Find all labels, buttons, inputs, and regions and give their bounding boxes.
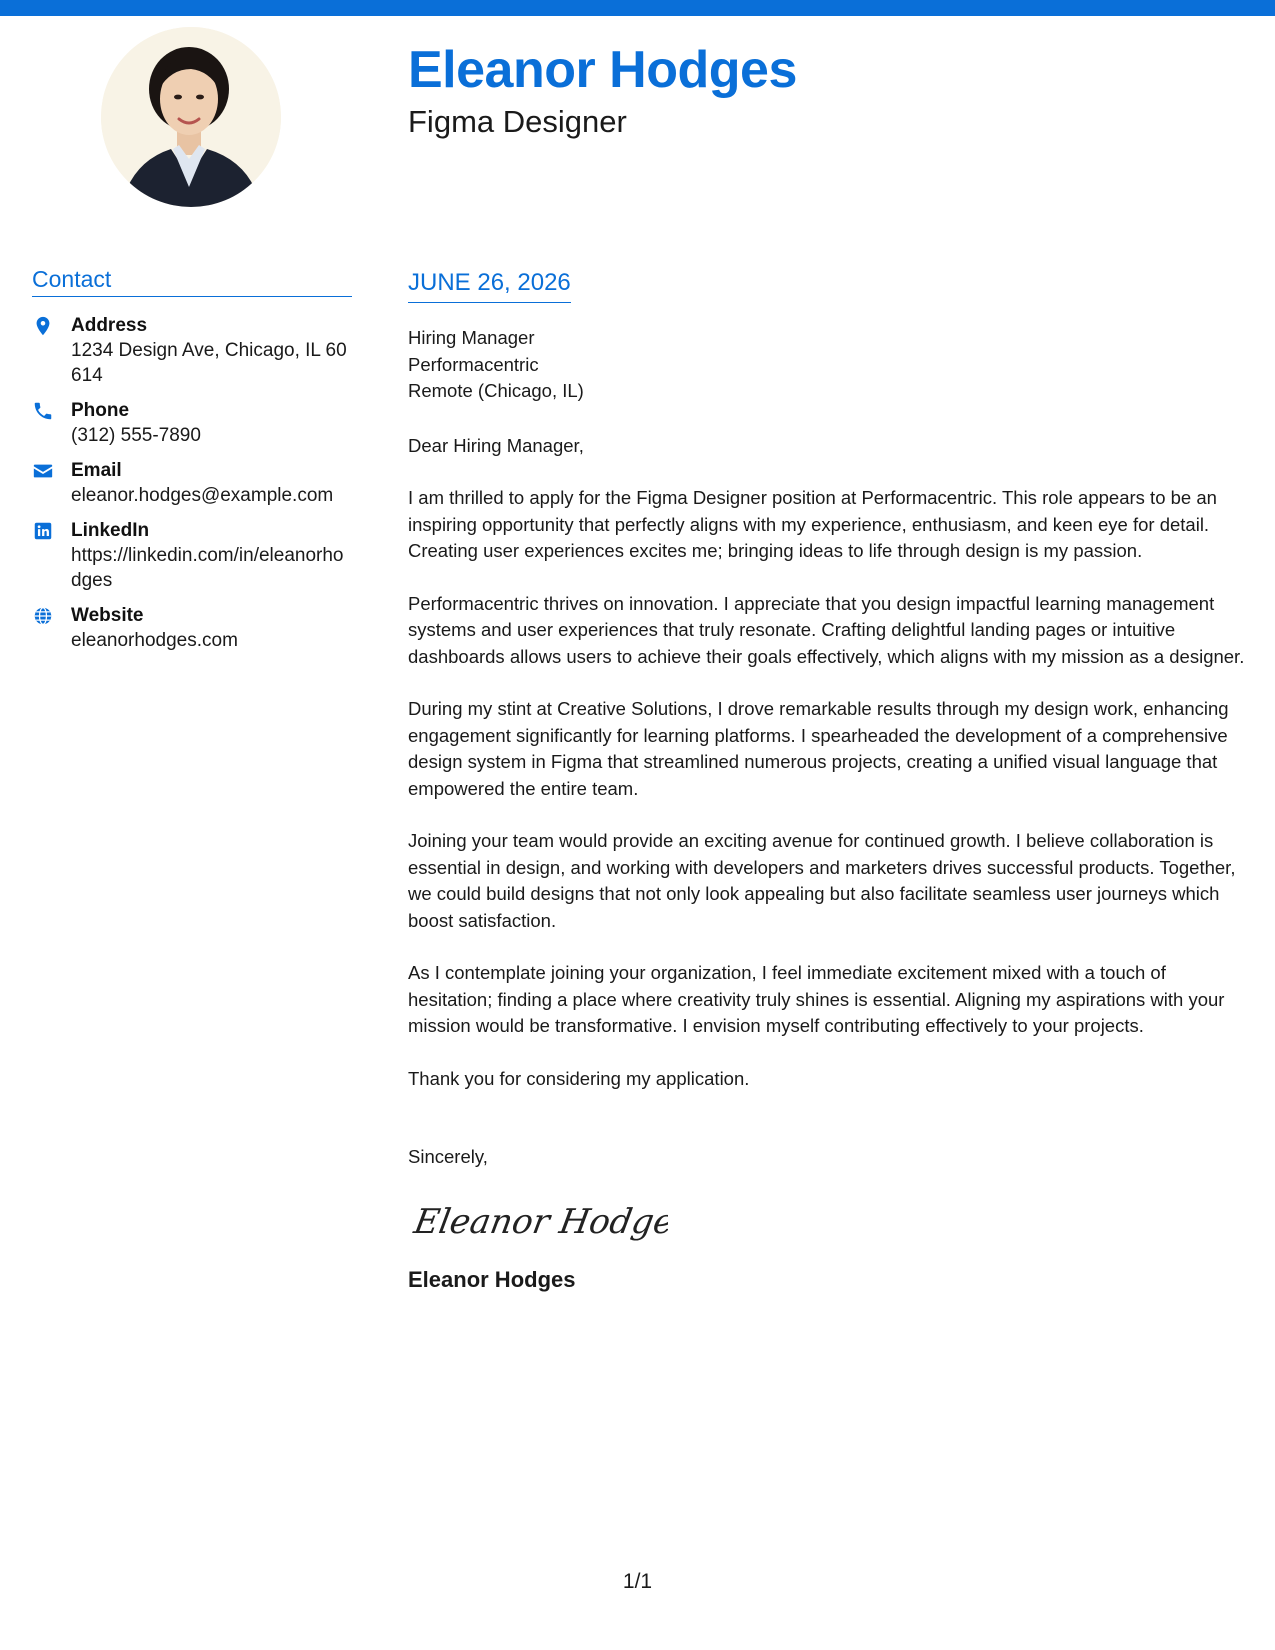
signer-name: Eleanor Hodges xyxy=(408,1266,576,1292)
top-accent-bar xyxy=(0,0,1275,16)
letter-paragraph: Performacentric thrives on innovation. I appreciate that you design impactful learning management systems and user experiences that truly resonate. Crafting delightful landing pages or intuitive dashboards allows users to achieve their goals effectively, which aligns with my mission as a designer. xyxy=(408,592,1245,667)
svg-text:Eleanor Hodges: Eleanor Hodges xyxy=(411,1201,668,1242)
contact-item-linkedin xyxy=(32,518,352,593)
contact-label: LinkedIn xyxy=(71,520,150,541)
contact-sidebar xyxy=(32,262,352,663)
linkedin-value[interactable]: https://linkedin.com/in/eleanorhodges xyxy=(71,545,344,591)
email-icon xyxy=(32,460,54,482)
phone-value: (312) 555-7890 xyxy=(71,425,201,446)
recipient-line: Remote (Chicago, IL) xyxy=(408,380,584,401)
letter-paragraph: Thank you for considering my application. xyxy=(408,1067,750,1089)
letter-body xyxy=(408,266,1253,1295)
contact-label: Email xyxy=(71,460,122,481)
contact-heading: Contact xyxy=(32,262,352,297)
location-pin-icon xyxy=(32,315,54,337)
contact-label: Address xyxy=(71,315,148,336)
applicant-name: Eleanor Hodges xyxy=(408,41,797,99)
email-value[interactable]: eleanor.hodges@example.com xyxy=(71,485,334,506)
website-value[interactable]: eleanorhodges.com xyxy=(71,630,238,651)
recipient-line: Performacentric xyxy=(408,353,539,375)
letter-paragraph: During my stint at Creative Solutions, I drove remarkable results through my design work, enhancing engagement significantly for learning platforms. I spearheaded the development of a comprehensive design system in Figma that streamlined numerous projects, creating a unified visual language that empowered the entire team. xyxy=(408,698,1229,799)
recipient-line: Hiring Manager xyxy=(408,327,535,348)
recipient-block xyxy=(408,325,1253,405)
letter-paragraph: As I contemplate joining your organization, I feel immediate excitement mixed with a touch of hesitation; finding a place where creativity truly shines is essential. Aligning my aspirations with your mission would be transformative. I envision myself contributing effectively to your projects. xyxy=(408,962,1225,1036)
globe-icon xyxy=(32,605,54,627)
contact-item-address xyxy=(32,313,352,388)
contact-item-phone xyxy=(32,398,352,448)
salutation: Dear Hiring Manager, xyxy=(408,434,584,456)
address-value: 1234 Design Ave, Chicago, IL 60614 xyxy=(71,340,347,386)
letter-paragraph: I am thrilled to apply for the Figma Designer position at Performacentric. This role appears to be an inspiring opportunity that perfectly aligns with my experience, enthusiasm, and keen eye for detail. Creating user experiences excites me; bringing ideas to life through design is my passion. xyxy=(408,487,1217,561)
handwritten-signature xyxy=(408,1191,668,1251)
phone-icon xyxy=(32,400,54,422)
contact-label: Website xyxy=(71,605,144,626)
page-number: 1/1 xyxy=(622,1570,653,1593)
closing: Sincerely, xyxy=(408,1146,488,1167)
contact-item-email xyxy=(32,458,352,508)
contact-label: Phone xyxy=(71,400,130,421)
profile-photo xyxy=(101,27,281,207)
linkedin-icon xyxy=(32,520,54,542)
applicant-title: Figma Designer xyxy=(408,104,627,139)
letter-date: JUNE 26, 2026 xyxy=(408,266,571,303)
letter-paragraph: Joining your team would provide an exciting avenue for continued growth. I believe collaboration is essential in design, and working with developers and marketers drives successful products. Together, we could build designs that not only look appealing but also facilitate seamless user journeys which boost satisfaction. xyxy=(408,830,1236,931)
contact-item-website xyxy=(32,603,352,653)
